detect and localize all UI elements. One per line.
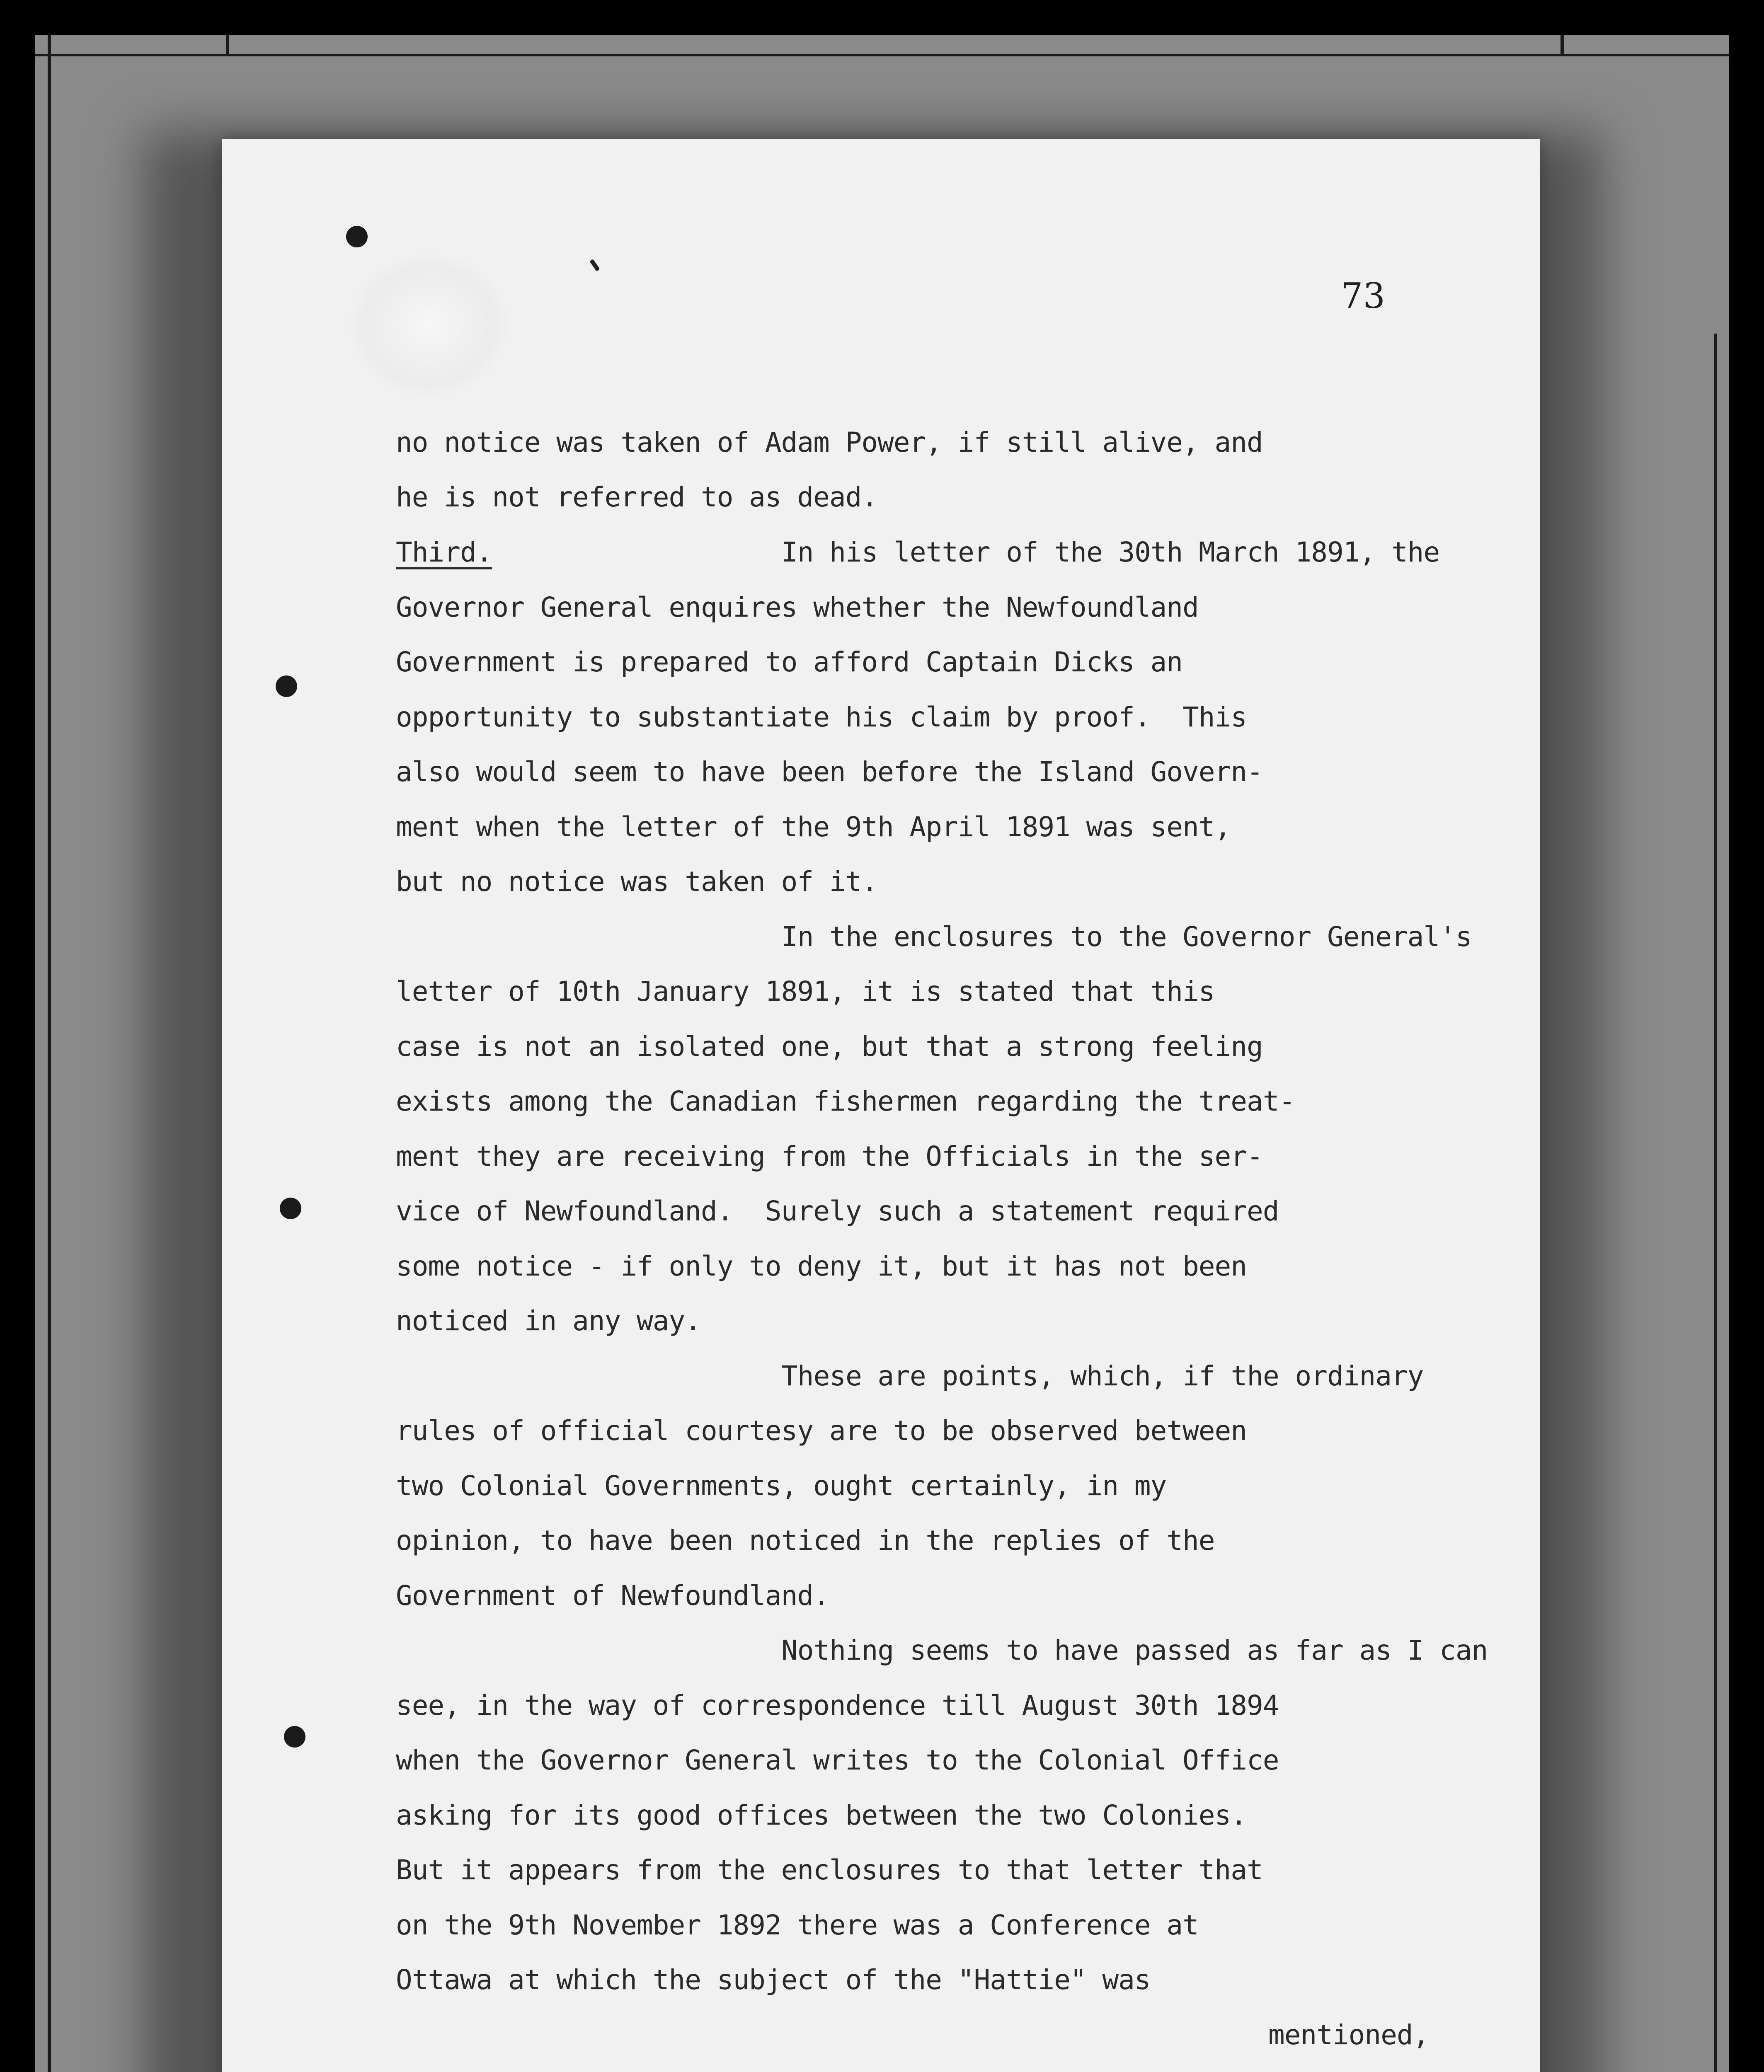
text-line: no notice was taken of Adam Power, if still alive, and [396, 426, 1263, 458]
text-line: letter of 10th January 1891, it is stated that this [396, 975, 1215, 1007]
text-line: ment they are receiving from the Officials in the ser- [396, 1140, 1263, 1172]
text-line: Governor General enquires whether the Newfoundland [396, 591, 1199, 623]
text-line: Government of Newfoundland. [396, 1580, 829, 1612]
text-line: but no notice was taken of it. [396, 866, 878, 898]
text-line: when the Governor General writes to the Colonial Office [396, 1744, 1279, 1776]
text-line: he is not referred to as dead. [396, 481, 878, 513]
text-line: noticed in any way. [396, 1305, 701, 1337]
text-line: In the enclosures to the Governor General's [781, 921, 1472, 953]
text-line: some notice - if only to deny it, but it has not been [396, 1250, 1247, 1282]
text-line: But it appears from the enclosures to that letter that [396, 1854, 1263, 1886]
text-line: opportunity to substantiate his claim by proof. This [396, 701, 1247, 733]
text-line: asking for its good offices between the two Colonies. [396, 1799, 1247, 1831]
text-line: case is not an isolated one, but that a strong feeling [396, 1031, 1263, 1063]
text-line: Nothing seems to have passed as far as I can [781, 1634, 1488, 1666]
text-line: These are points, which, if the ordinary [781, 1360, 1424, 1392]
text-line: Ottawa at which the subject of the "Hattie" was [396, 1964, 1151, 1996]
text-line: vice of Newfoundland. Surely such a statement required [396, 1195, 1279, 1227]
text-line: opinion, to have been noticed in the replies of the [396, 1525, 1215, 1556]
text-line: two Colonial Governments, ought certainly, in my [396, 1470, 1167, 1502]
text-line: ment when the letter of the 9th April 1891 was sent, [396, 811, 1231, 843]
text-line: In his letter of the 30th March 1891, the [781, 536, 1440, 568]
page-number: 73 [1341, 276, 1385, 316]
text-line: see, in the way of correspondence till August 30th 1894 [396, 1690, 1279, 1721]
text-line: mentioned, [1268, 2019, 1429, 2051]
section-label-third: Third. [396, 536, 492, 568]
text-line: also would seem to have been before the Island Govern- [396, 756, 1263, 788]
text-line: on the 9th November 1892 there was a Conference at [396, 1909, 1199, 1941]
text-line: Government is prepared to afford Captain Dicks an [396, 646, 1183, 678]
text-line: rules of official courtesy are to be observed between [396, 1415, 1247, 1447]
text-line: exists among the Canadian fishermen regarding the treat- [396, 1085, 1295, 1117]
